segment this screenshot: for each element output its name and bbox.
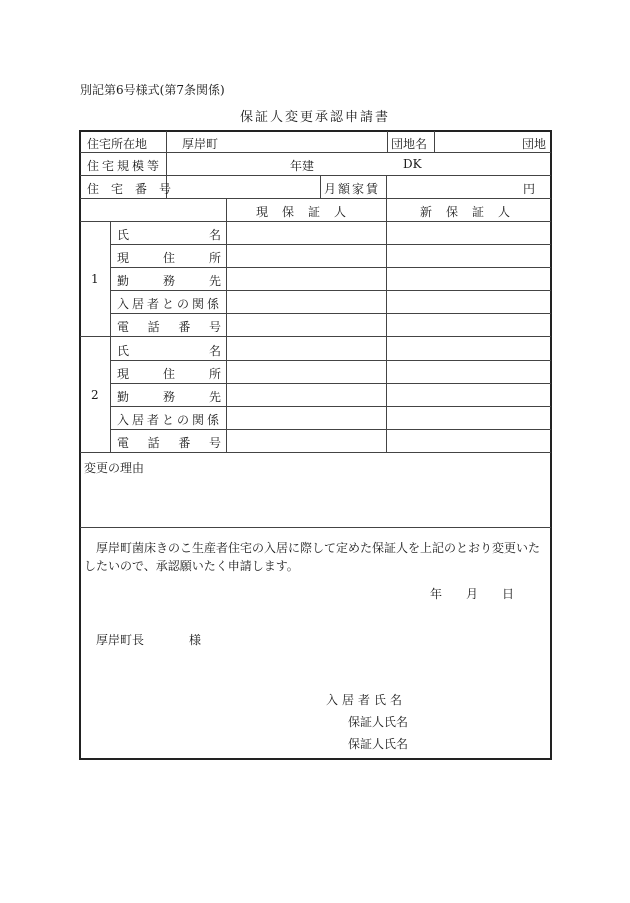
row-label-phone: 電 話 番 号: [117, 436, 221, 450]
date-day: 日: [502, 587, 515, 601]
row-label-workplace: 勤 務 先: [117, 274, 221, 288]
divider: [80, 336, 551, 337]
guarantor-name-label: 保証人氏名: [348, 715, 409, 729]
location-label: 住宅所在地: [87, 137, 148, 151]
addressee: 厚岸町長: [96, 633, 145, 647]
honorific: 様: [189, 633, 202, 647]
divider: [110, 429, 551, 430]
guarantor-group-number: 2: [91, 388, 99, 402]
row-label-relationship: 入居者との関係: [117, 297, 223, 311]
rent-unit: 円: [523, 182, 536, 196]
divider: [110, 360, 551, 361]
form-number: 別記第6号様式(第7条関係): [80, 83, 225, 97]
row-label-address: 現 住 所: [117, 367, 221, 381]
layout-unit: DK: [403, 157, 422, 171]
date-year: 年: [430, 587, 443, 601]
row-label-name: 氏 名: [117, 344, 221, 358]
divider: [110, 313, 551, 314]
divider: [226, 198, 227, 452]
divider: [110, 290, 551, 291]
divider: [110, 383, 551, 384]
divider: [386, 175, 387, 452]
reason-label: 変更の理由: [84, 461, 145, 475]
complex-name-label: 団地名: [391, 137, 428, 151]
divider: [80, 175, 551, 176]
divider: [110, 244, 551, 245]
row-label-name: 氏 名: [117, 228, 221, 242]
house-number-label: 住宅番号: [87, 182, 184, 196]
new-guarantor-header: 新保証人: [420, 205, 525, 219]
rent-label: 月額家賃: [324, 182, 381, 196]
divider: [434, 131, 435, 152]
row-label-workplace: 勤 務 先: [117, 390, 221, 404]
guarantor-group-number: 1: [91, 272, 99, 286]
divider: [80, 221, 551, 222]
divider: [80, 152, 551, 153]
built-year-suffix: 年建: [290, 159, 315, 173]
row-label-address: 現 住 所: [117, 251, 221, 265]
row-label-relationship: 入居者との関係: [117, 413, 223, 427]
complex-suffix: 団地: [522, 137, 547, 151]
divider: [110, 221, 111, 452]
date-month: 月: [466, 587, 479, 601]
application-statement: 厚岸町菌床きのこ生産者住宅の入居に際して定めた保証人を上記のとおり変更いたしたいので、承認願いたく申請します。: [84, 541, 541, 573]
divider: [80, 452, 551, 453]
divider: [110, 267, 551, 268]
divider: [110, 406, 551, 407]
scale-label: 住宅規模等: [87, 159, 163, 173]
current-guarantor-header: 現保証人: [256, 205, 361, 219]
divider: [387, 131, 388, 152]
divider: [80, 198, 551, 199]
resident-name-label: 入居者氏名: [326, 693, 407, 707]
page-title: 保証人変更承認申請書: [239, 110, 390, 125]
divider: [320, 175, 321, 198]
location-value: 厚岸町: [182, 137, 219, 151]
guarantor-name-label: 保証人氏名: [348, 737, 409, 751]
row-label-phone: 電 話 番 号: [117, 320, 221, 334]
divider: [80, 527, 551, 528]
